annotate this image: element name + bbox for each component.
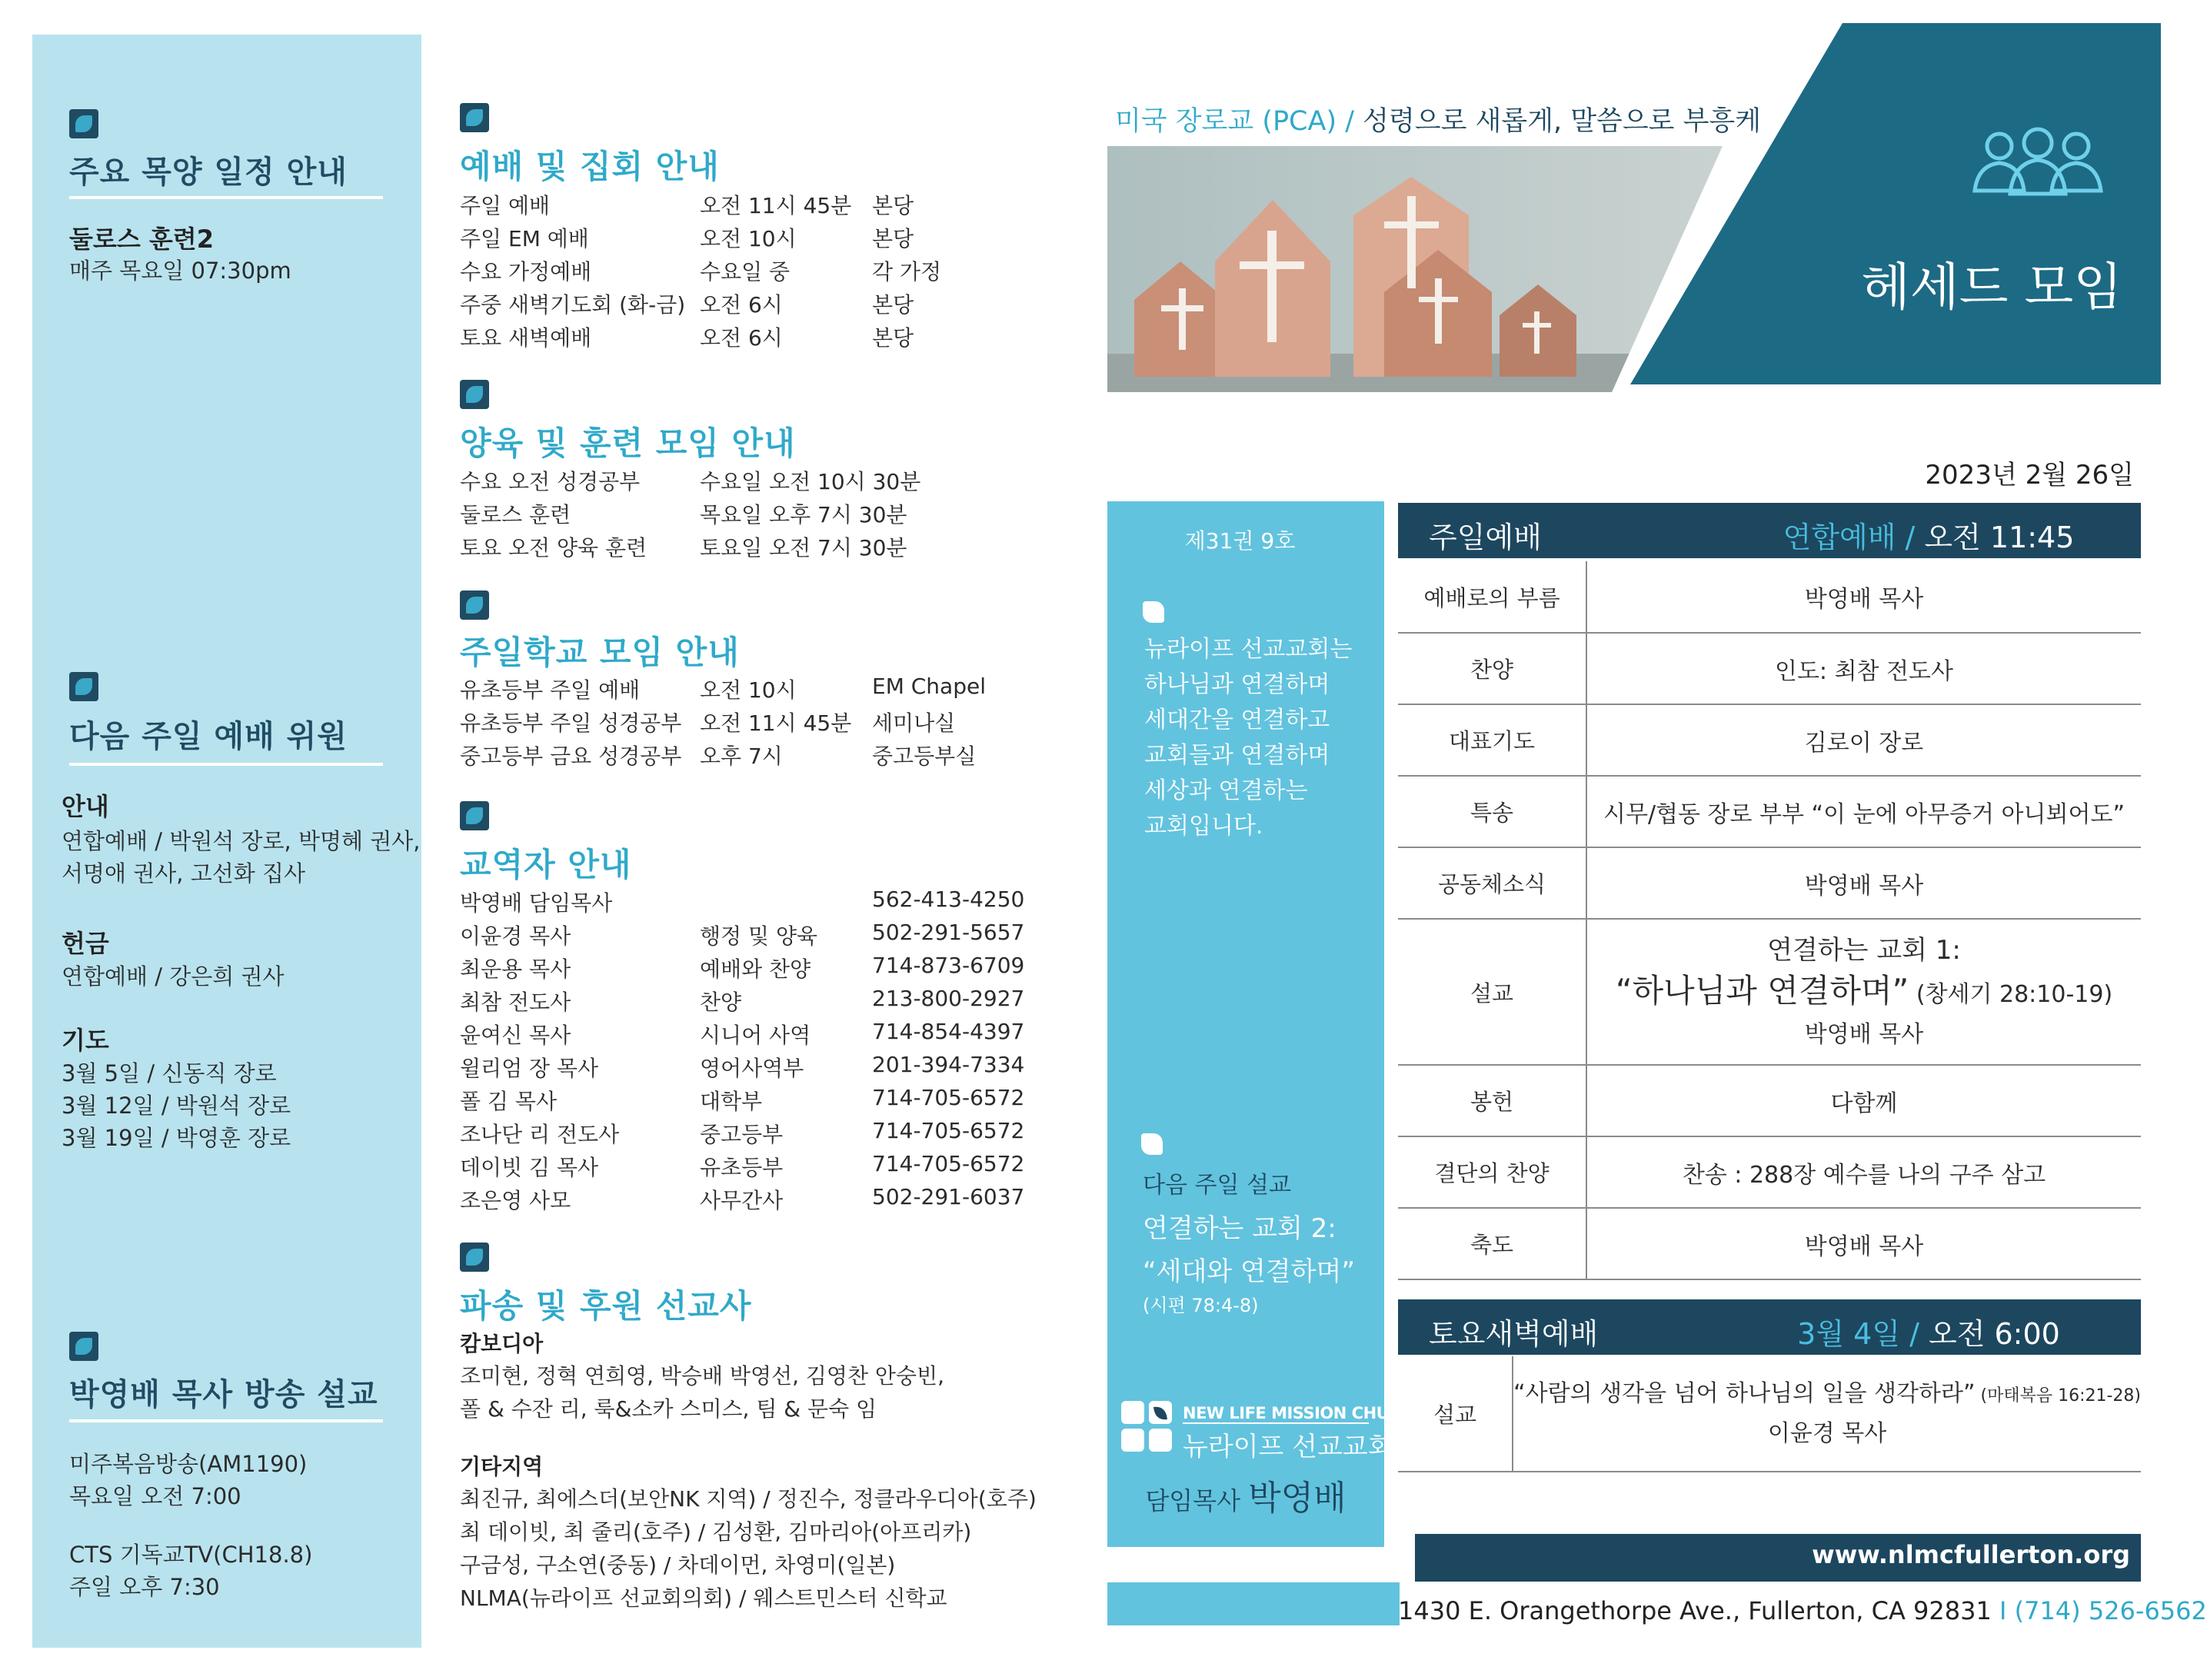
bulletin-date: 2023년 2월 26일 [1925, 460, 2134, 491]
order-label: 예배로의 부름 [1398, 561, 1586, 633]
school-name: 유초등부 주일 성경공부 [460, 710, 682, 736]
saturday-service-header [1398, 1299, 2141, 1355]
broadcast-line: 미주복음방송(AM1190) [69, 1451, 308, 1477]
vision-line: 세대간을 연결하고 [1144, 707, 1330, 734]
section-icon [69, 672, 98, 701]
usher-label: 안내 [62, 792, 109, 821]
staff-role: 영어사역부 [700, 1056, 804, 1081]
committee-title: 다음 주일 예배 위원 [69, 719, 348, 754]
training-time: 수요일 오전 10시 30분 [700, 469, 921, 494]
pastor-name: 박영배 [1248, 1479, 1347, 1518]
staff-name: 데이빗 김 목사 [460, 1155, 599, 1180]
sunday-service-label: 주일예배 [1429, 521, 1542, 554]
staff-role: 사무간사 [700, 1188, 784, 1213]
table-row [1398, 1136, 2141, 1208]
motto: 성령으로 새롭게, 말씀으로 부흥케 [1363, 106, 1761, 137]
church-address [1398, 1596, 2207, 1625]
order-label: 결단의 찬양 [1398, 1136, 1586, 1208]
worship-name: 수요 가정예배 [460, 259, 592, 284]
schedule-item-title: 둘로스 훈련2 [69, 225, 214, 254]
sat-sermon-title-line [1513, 1375, 2141, 1416]
order-label: 축도 [1398, 1208, 1586, 1279]
sat-preacher: 이윤경 목사 [1767, 1420, 1887, 1447]
service-time: 오전 6:00 [1928, 1317, 2060, 1351]
vision-line: 뉴라이프 선교교회는 [1144, 636, 1353, 663]
school-name: 중고등부 금요 성경공부 [460, 744, 682, 769]
staff-name: 이윤경 목사 [460, 923, 571, 949]
worship-place: 본당 [872, 193, 914, 218]
cover-teal-block [1630, 23, 2161, 384]
church-name-ko [1183, 1426, 1393, 1463]
worship-name: 주중 새벽기도회 (화-금) [460, 292, 686, 318]
sat-sermon-ref: (마태복음 16:21-28) [1975, 1386, 2141, 1406]
school-place: 중고등부실 [872, 744, 977, 769]
schedule-title: 주요 목양 일정 안내 [69, 155, 348, 190]
service-date: 3월 4일 / [1797, 1317, 1929, 1351]
saturday-order-table [1398, 1356, 2141, 1472]
sermon-ref: (창세기 28:10-19) [1909, 980, 2113, 1008]
saturday-service-time [1729, 1310, 2129, 1352]
prayer-line: 3월 12일 / 박원석 장로 [62, 1093, 291, 1119]
section-icon [460, 1243, 489, 1272]
leaf-icon [1141, 1133, 1163, 1155]
mission-line: NLMA(뉴라이프 선교회의회) / 웨스트민스터 신학교 [460, 1585, 947, 1611]
phone-number: (714) 526-6562 [2014, 1596, 2207, 1625]
worship-place: 본당 [872, 226, 914, 251]
order-label: 찬양 [1398, 633, 1586, 704]
worship-time: 오전 10시 [700, 226, 797, 251]
order-value: 시무/협동 장로 부부 “이 눈에 아무증거 아니뵈어도” [1586, 776, 2141, 847]
school-place: EM Chapel [872, 674, 986, 699]
order-label: 대표기도 [1398, 704, 1586, 776]
order-value: 박영배 목사 [1586, 1208, 2141, 1279]
worship-place: 본당 [872, 292, 914, 318]
order-label: 특송 [1398, 776, 1586, 847]
staff-phone: 714-854-4397 [872, 1019, 1025, 1044]
schedule-item-time: 매주 목요일 07:30pm [69, 258, 291, 284]
usher-line: 연합예배 / 박원석 장로, 박명혜 권사, [62, 828, 421, 854]
staff-role: 행정 및 양육 [700, 923, 818, 949]
staff-name: 폴 김 목사 [460, 1089, 557, 1114]
mission-line: 폴 & 수잔 리, 룩&소카 스미스, 팀 & 문숙 임 [460, 1396, 877, 1422]
sat-sermon-cell [1513, 1356, 2141, 1472]
divider [69, 763, 383, 766]
prayer-label: 기도 [62, 1026, 109, 1055]
order-value: 박영배 목사 [1586, 561, 2141, 633]
school-time: 오후 7시 [700, 744, 783, 769]
staff-role: 중고등부 [700, 1122, 784, 1147]
worship-place: 본당 [872, 325, 914, 351]
vision-line: 교회들과 연결하며 [1144, 742, 1330, 769]
mission-title: 파송 및 후원 선교사 [460, 1287, 752, 1325]
church-name-ko-text: 뉴라이프 선교교회 [1183, 1432, 1393, 1462]
staff-role: 예배와 찬양 [700, 956, 811, 982]
training-name: 수요 오전 성경공부 [460, 469, 641, 494]
table-row [1398, 633, 2141, 704]
divider [69, 196, 383, 199]
sunday-order-table [1398, 561, 2141, 1280]
website-link[interactable]: www.nlmcfullerton.org [1812, 1540, 2130, 1569]
worship-name: 주일 예배 [460, 193, 551, 218]
worship-time: 수요일 중 [700, 259, 791, 284]
sermon-series: 연결하는 교회 1: [1767, 934, 1961, 966]
group-name: 헤세드 모임 [1861, 258, 2122, 317]
section-icon [69, 109, 98, 138]
table-row [1398, 1208, 2141, 1279]
saturday-service-label: 토요새벽예배 [1429, 1317, 1599, 1351]
staff-name: 조은영 사모 [460, 1188, 571, 1213]
next-sermon-title: 연결하는 교회 2: [1143, 1213, 1337, 1244]
next-sermon-subtitle: “세대와 연결하며” [1143, 1256, 1355, 1287]
school-name: 유초등부 주일 예배 [460, 677, 641, 703]
staff-name: 윤여신 목사 [460, 1023, 571, 1048]
table-row [1398, 919, 2141, 1065]
staff-phone: 714-705-6572 [872, 1085, 1025, 1110]
table-row [1398, 1356, 2141, 1472]
staff-role: 대학부 [700, 1089, 763, 1114]
mission-line: 최진규, 최에스더(보안NK 지역) / 정진수, 정클라우디아(호주) [460, 1486, 1037, 1512]
order-label: 설교 [1398, 919, 1586, 1065]
sunday-service-header [1398, 503, 2141, 558]
sermon-preacher: 박영배 목사 [1804, 1020, 1924, 1048]
broadcast-line: 주일 오후 7:30 [69, 1574, 220, 1600]
staff-phone: 502-291-6037 [872, 1184, 1025, 1209]
training-name: 토요 오전 양육 훈련 [460, 535, 647, 561]
sermon-title: “하나님과 연결하며” [1615, 971, 1909, 1010]
mission-region: 캄보디아 [460, 1331, 544, 1356]
broadcast-line: CTS 기독교TV(CH18.8) [69, 1542, 313, 1568]
training-time: 토요일 오전 7시 30분 [700, 535, 907, 561]
worship-title: 예배 및 집회 안내 [460, 148, 720, 185]
staff-name: 조나단 리 전도사 [460, 1122, 620, 1147]
sermon-cell [1586, 919, 2141, 1065]
service-time: 오전 11:45 [1924, 521, 2075, 554]
sermon-title-line [1587, 970, 2141, 1016]
section-icon [460, 380, 489, 409]
worship-name: 토요 새벽예배 [460, 325, 592, 351]
staff-phone: 213-800-2927 [872, 986, 1025, 1011]
training-time: 목요일 오후 7시 30분 [700, 502, 907, 527]
mission-line: 구금성, 구소연(중동) / 차데이먼, 차영미(일본) [460, 1552, 896, 1578]
order-value: 김로이 장로 [1586, 704, 2141, 776]
divider [69, 1419, 383, 1422]
school-place: 세미나실 [872, 710, 956, 736]
people-icon [1969, 123, 2107, 203]
vision-line: 세상과 연결하는 [1144, 777, 1308, 804]
prayer-line: 3월 5일 / 신동직 장로 [62, 1060, 277, 1086]
order-value: 다함께 [1586, 1065, 2141, 1136]
staff-phone: 201-394-7334 [872, 1052, 1025, 1077]
section-icon [460, 590, 489, 620]
section-icon [460, 801, 489, 830]
vision-line: 교회입니다. [1144, 813, 1263, 840]
training-title: 양육 및 훈련 모임 안내 [460, 424, 796, 462]
order-label: 봉헌 [1398, 1065, 1586, 1136]
divider [1183, 1422, 1369, 1424]
broadcast-title: 박영배 목사 방송 설교 [69, 1377, 378, 1412]
mission-region: 기타지역 [460, 1454, 544, 1479]
section-icon [69, 1332, 98, 1361]
order-value: 인도: 최참 전도사 [1586, 633, 2141, 704]
pastor-label: 담임목사 [1145, 1486, 1249, 1515]
vision-line: 하나님과 연결하며 [1144, 671, 1330, 698]
staff-name: 최참 전도사 [460, 990, 571, 1015]
staff-phone: 714-705-6572 [872, 1118, 1025, 1143]
worship-place: 각 가정 [872, 259, 942, 284]
school-title: 주일학교 모임 안내 [460, 634, 740, 671]
school-time: 오전 10시 [700, 677, 797, 703]
offering-label: 헌금 [62, 929, 109, 958]
denomination: 미국 장로교 (PCA) / [1115, 106, 1363, 137]
next-sermon-ref: (시편 78:4-8) [1143, 1295, 1259, 1316]
staff-title: 교역자 안내 [460, 846, 632, 883]
worship-time: 오전 6시 [700, 325, 783, 351]
next-sermon-label: 다음 주일 설교 [1143, 1172, 1291, 1199]
worship-name: 주일 EM 예배 [460, 226, 589, 251]
school-time: 오전 11시 45분 [700, 710, 852, 736]
offering-line: 연합예배 / 강은희 권사 [62, 963, 285, 990]
staff-phone: 714-705-6572 [872, 1151, 1025, 1176]
worship-time: 오전 6시 [700, 292, 783, 318]
staff-role: 유초등부 [700, 1155, 784, 1180]
section-icon [460, 103, 489, 132]
staff-name: 윌리엄 장 목사 [460, 1056, 599, 1081]
table-row [1398, 704, 2141, 776]
staff-phone: 562-413-4250 [872, 887, 1025, 912]
table-row [1398, 776, 2141, 847]
staff-role: 찬양 [700, 990, 742, 1015]
mission-line: 최 데이빗, 최 줄리(호주) / 김성환, 김마리아(아프리카) [460, 1519, 972, 1545]
usher-line: 서명애 권사, 고선화 집사 [62, 860, 306, 887]
table-row [1398, 561, 2141, 633]
staff-name: 최운용 목사 [460, 956, 571, 982]
order-value: 찬송 : 288장 예수를 나의 구주 삼고 [1586, 1136, 2141, 1208]
church-vision [1144, 632, 1352, 844]
church-logo-icon [1120, 1399, 1175, 1458]
order-value: 박영배 목사 [1586, 847, 2141, 919]
order-label: 공동체소식 [1398, 847, 1586, 919]
prayer-line: 3월 19일 / 박영훈 장로 [62, 1125, 291, 1151]
order-label: 설교 [1398, 1356, 1513, 1472]
sunday-service-time [1729, 514, 2129, 556]
footer-strip [1107, 1582, 1400, 1625]
table-row [1398, 1065, 2141, 1136]
church-name-en: NEW LIFE MISSION CHURCH [1183, 1404, 1426, 1422]
staff-name: 박영배 담임목사 [460, 890, 613, 916]
staff-role: 시니어 사역 [700, 1023, 811, 1048]
cross-houses-photo [1107, 146, 1723, 392]
staff-phone: 502-291-5657 [872, 920, 1025, 945]
table-row [1398, 847, 2141, 919]
staff-phone: 714-873-6709 [872, 953, 1025, 978]
leaf-icon [1143, 601, 1164, 623]
issue-number: 제31권 9호 [1184, 528, 1296, 554]
training-name: 둘로스 훈련 [460, 502, 571, 527]
senior-pastor [1107, 1470, 1384, 1519]
broadcast-line: 목요일 오전 7:00 [69, 1483, 241, 1509]
mission-line: 조미현, 정혁 연희영, 박승배 박영선, 김영찬 안숭빈, [460, 1363, 944, 1389]
address-text: 1430 E. Orangethorpe Ave., Fullerton, CA 92831 [1398, 1596, 1999, 1625]
service-type: 연합예배 / [1783, 521, 1925, 554]
worship-time: 오전 11시 45분 [700, 193, 852, 218]
sat-sermon-title: “사람의 생각을 넘어 하나님의 일을 생각하라” [1513, 1380, 1976, 1407]
separator: I [1999, 1596, 2015, 1625]
